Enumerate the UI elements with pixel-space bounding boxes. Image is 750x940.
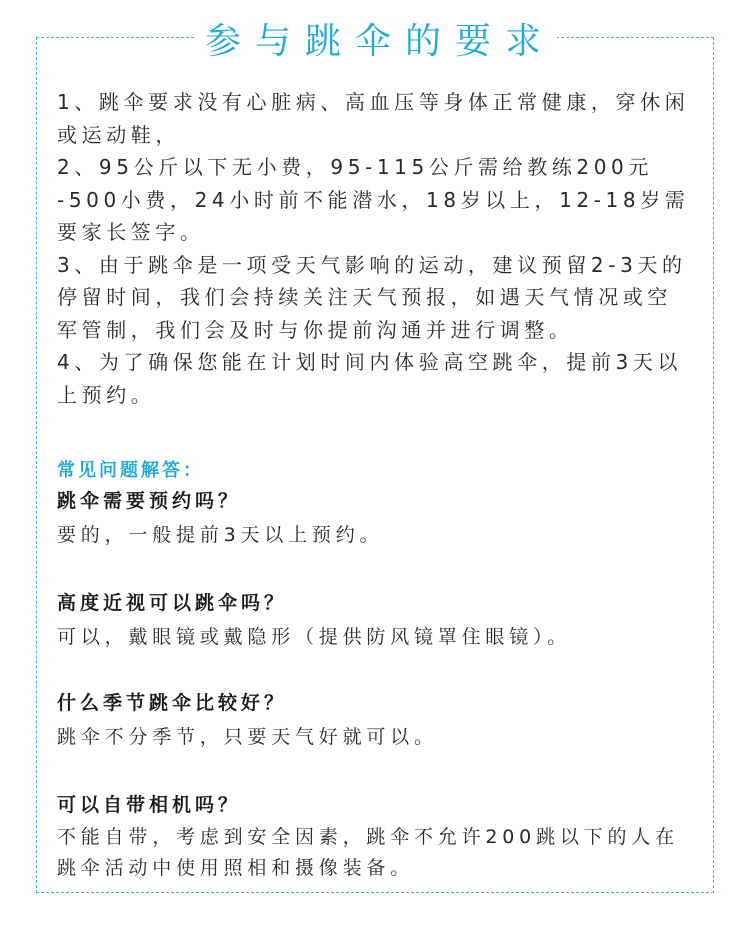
requirement-3-line-2: 停留时间，我们会持续关注天气预报，如遇天气情况或空 (57, 285, 672, 309)
faq-answer-4-line-1: 不能自带，考虑到安全因素，跳伞不允许200跳以下的人在 (57, 826, 679, 848)
requirement-1-line-2: 或运动鞋， (57, 122, 180, 147)
faq-question-2: 高度近视可以跳伞吗？ (57, 592, 288, 614)
faq-answer-2: 可以，戴眼镜或戴隐形（提供防风镜罩住眼镜）。 (57, 626, 572, 648)
page-title: 参与跳伞的要求 (195, 10, 557, 66)
faq-answer-1: 要的，一般提前3天以上预约。 (57, 524, 384, 546)
faq-question-1: 跳伞需要预约吗？ (57, 490, 242, 512)
requirements-list (57, 86, 707, 411)
faq-answer-4-line-2: 跳伞活动中使用照相和摄像装备。 (57, 857, 415, 879)
requirement-1-line-1: 1、跳伞要求没有心脏病、高血压等身体正常健康，穿休闲 (57, 90, 690, 114)
faq-question-4: 可以自带相机吗？ (57, 794, 242, 816)
faq-question-3: 什么季节跳伞比较好？ (57, 692, 288, 714)
faq-answer-3: 跳伞不分季节，只要天气好就可以。 (57, 726, 438, 748)
requirement-2-line-2: -500小费，24小时前不能潜水，18岁以上，12-18岁需 (57, 187, 690, 212)
requirement-2-line-1: 2、95公斤以下无小费，95-115公斤需给教练200元 (57, 155, 653, 179)
requirement-4-line-1: 4、为了确保您能在计划时间内体验高空跳伞，提前3天以 (57, 350, 683, 374)
requirement-2-line-3: 要家长签字。 (57, 220, 205, 244)
requirement-3-line-1: 3、由于跳伞是一项受天气影响的运动，建议预留2-3天的 (57, 252, 687, 277)
requirement-3-line-3: 军管制，我们会及时与你提前沟通并进行调整。 (57, 317, 574, 342)
requirement-4-line-2: 上预约。 (57, 382, 156, 407)
faq-heading: 常见问题解答： (57, 460, 204, 481)
